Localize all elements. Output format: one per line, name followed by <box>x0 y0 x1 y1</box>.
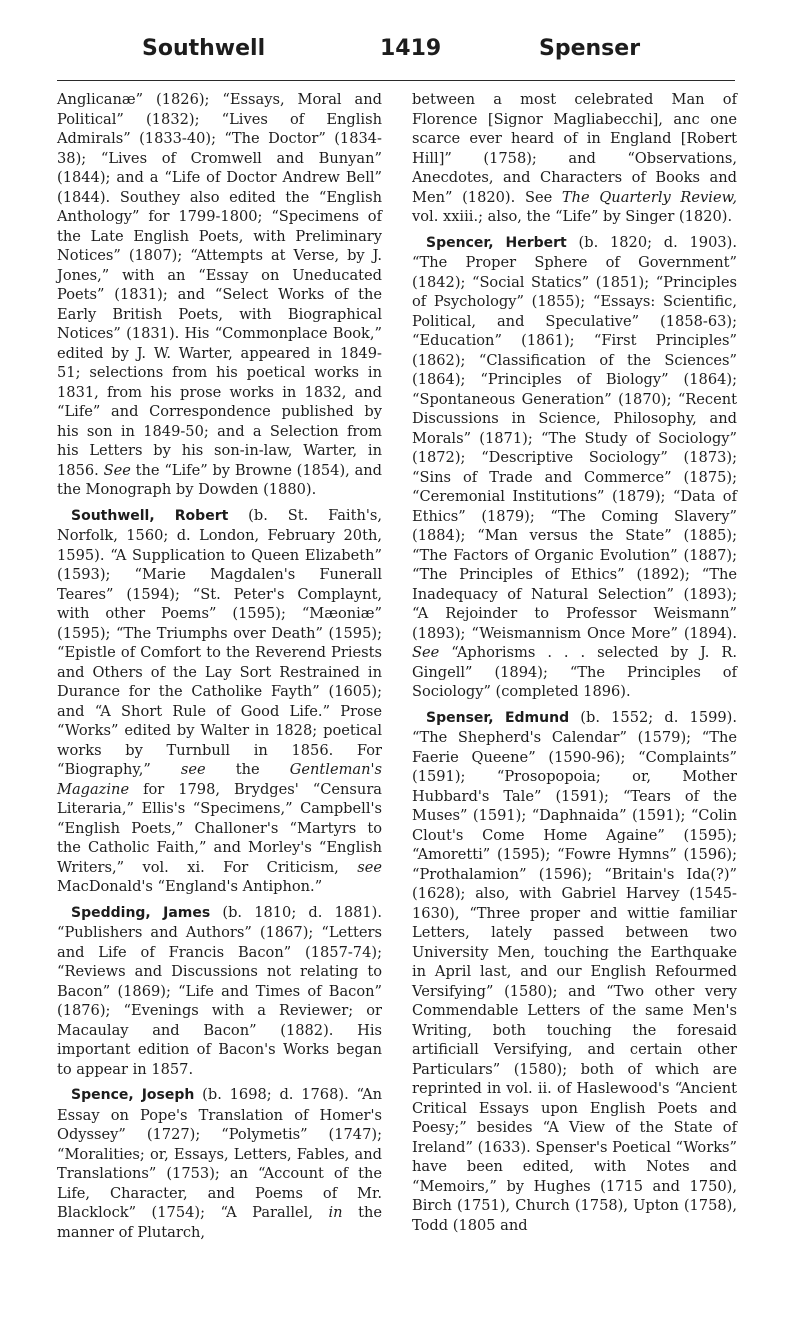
see-reference: See <box>524 188 553 206</box>
page-number: 1419 <box>380 36 442 61</box>
left-headword: Southwell <box>142 36 266 61</box>
page-header <box>0 36 800 76</box>
entry-text: “Aphorisms . . . selected by J. R. Gingell” (1894); “The Principles of Sociology” (completed 1896). <box>412 644 738 700</box>
entry-text: (b. St. Faith's, Norfolk, 1560; d. London, February 20th, 1595). “A Supplication to Queen Elizabeth” (1593); “Marie Magdalen's Funerall Teares” (1594); “St. Peter's Complaynt, with other Poems” (1595); “Mæoniæ” (1595); “The Triumphs over Death” (1595); “Epistle of Comfort to the Reverend Priests and Others of the Lay Sort Restrained in Durance for the Catholike Fayth” (1605); and “A Short Rule of Good Life.” Prose “Works” edited by Walter in 1828; poetical works by Turnbull in 1856. For “Biography,” <box>57 506 382 778</box>
left-column <box>57 90 382 1248</box>
southwell-entry <box>57 506 382 897</box>
spencer-entry <box>412 233 737 702</box>
right-headword: Spenser <box>539 36 641 61</box>
entry-text: MacDonald's “England's Antiphon.” <box>57 878 323 895</box>
entry-headword: Southwell, Robert <box>71 507 229 524</box>
spenser-entry <box>412 708 737 1236</box>
entry-text: (b. 1810; d. 1881). “Publishers and Authors” (1867); “Letters and Life of Francis Bacon” (1857-74); “Reviews and Discussions not relating to Bacon” (1869); “Life and Times of Bacon” (1876); “Evenings with a Reviewer; or Macaulay and Bacon” (1882). His important edition of Bacon's Works began to appear in 1857. <box>57 903 383 1078</box>
spedding-entry <box>57 903 382 1080</box>
entry-text: Anglicanæ” (1826); “Essays, Moral and Political” (1832); “Lives of English Admirals” (1833-40); “The Doctor” (1834-38); “Lives of Cromwell and Bunyan” (1844); and a “Life of Doctor Andrew Bell” (1844). Southey also edited the “English Anthology” for 1799-1800; “Specimens of the Late English Poets, with Preliminary Notices” (1807); “Attempts at Verse, by J. Jones,” with an “Essay on Uneducated Poets” (1831); and “Select Works of the Early British Poets, with Biographical Notices” (1831). His “Commonplace Book,” edited by J. W. Warter, appeared in 1849-51; selections from his poetical works in 1831, from his prose works in 1832, and “Life” and Correspondence published by his son in 1849-50; and a Selection from his Letters by his son-in-law, Warter, in 1856. <box>57 91 382 479</box>
header-rule <box>57 80 735 81</box>
entry-text: (b. 1552; d. 1599). “The Shepherd's Calendar” (1579); “The Faerie Queene” (1590-96); “Complaints” (1591); “Prosopopoia; or, Mother Hubbard's Tale” (1591); “Tears of the Muses” (1591); “Daphnaida” (1591); “Colin Clout's Come Home Againe” (1595); “Amoretti” (1595); “Fowre Hymns” (1596); “Prothalamion” (1596); “Britain's Ida(?)” (1628); also, with Gabriel Harvey (1545-1630), “Three proper and wittie familiar Letters, lately passed between two University Men, touching the Earthquake in April last, and our English Refourmed Versifying” (1580); and “Two other very Commendable Letters of the same Men's Writing, both touching the foresaid artificiall Versifying, and certain other Particulars” (1580); both of which are reprinted in vol. ii. of Haslewood's “Ancient Critical Essays upon English Poets and Poesy;” besides “A View of the State of Ireland” (1633). Spenser's Poetical “Works” have been edited, with Notes and “Memoirs,” by Hughes (1715 and 1750), Birch (1751), Church (1758), Upton (1758), Todd (1805 and <box>412 708 738 1234</box>
southey-entry-continuation <box>57 90 382 500</box>
entry-text: the “Life” by Browne (1854), and the Monograph by Dowden (1880). <box>57 461 383 498</box>
see-reference: See <box>103 461 131 479</box>
see-reference: See <box>412 644 440 661</box>
entry-headword: Spence, Joseph <box>71 1087 195 1103</box>
entry-text: vol. xxiii.; also, the “Life” by Singer (1820). <box>412 208 733 225</box>
entry-text: (b. 1698; d. 1768). “An Essay on Pope's Translation of Homer's Odyssey” (1727); “Polymetis” (1747); “Moralities; or, Essays, Letters, Fables, and Translations” (1753); an “Account of the Life, Character, and Poems of Mr. Blacklock” (1754); “A Parallel, <box>57 1086 383 1221</box>
periodical-title: The Quarterly Review, <box>561 188 738 206</box>
entry-text: the <box>235 761 260 778</box>
right-column <box>412 90 737 1241</box>
spence-entry-continuation <box>412 90 737 227</box>
entry-text: (b. 1820; d. 1903). “The Proper Sphere of Government” (1842); “Social Statics” (1851); “Principles of Psychology” (1855); “Essays: Scientific, Political, and Speculative” (1858-63); “Education” (1861); “First Principles” (1862); “Classification of the Sciences” (1864); “Principles of Biology” (1864); “Spontaneous Generation” (1870); “Recent Discussions in Science, Philosophy, and Morals” (1871); “The Study of Sociology” (1872); “Descriptive Sociology” (1873); “Sins of Trade and Commerce” (1875); “Ceremonial Institutions” (1879); “Data of Ethics” (1879); “The Coming Slavery” (1884); “Man versus the State” (1885); “The Factors of Organic Evolution” (1887); “The Principles of Ethics” (1892); “The Inadequacy of Natural Selection” (1893); “A Rejoinder to Professor Weismann” (1893); “Weismannism Once More” (1894). <box>412 233 737 642</box>
italic-word: in <box>328 1204 343 1221</box>
entry-headword: Spenser, Edmund <box>426 709 570 726</box>
entry-text: between a most celebrated Man of Florence [Signor Magliabecchi], anc one scarce ever heard of in England [Robert Hill]” (1758); and “Observations, Anecdotes, and Characters of Books and Men” (1820). <box>412 91 737 206</box>
entry-headword: Spencer, Herbert <box>426 234 567 251</box>
spence-entry <box>57 1085 382 1242</box>
entry-headword: Spedding, James <box>71 904 211 921</box>
entry-text: for 1798, Brydges' “Censura Literaria,” Ellis's “Specimens,” Campbell's “English Poets,” Challoner's “Martyrs to the Catholic Faith,” and Morley's “English Writers,” vol. xi. For Criticism, <box>57 780 382 876</box>
periodical-title: Gentleman's Magazine <box>57 761 383 798</box>
see-reference: see <box>357 858 382 876</box>
see-reference: see <box>180 761 206 778</box>
entry-text: the manner of Plutarch, <box>57 1204 383 1241</box>
